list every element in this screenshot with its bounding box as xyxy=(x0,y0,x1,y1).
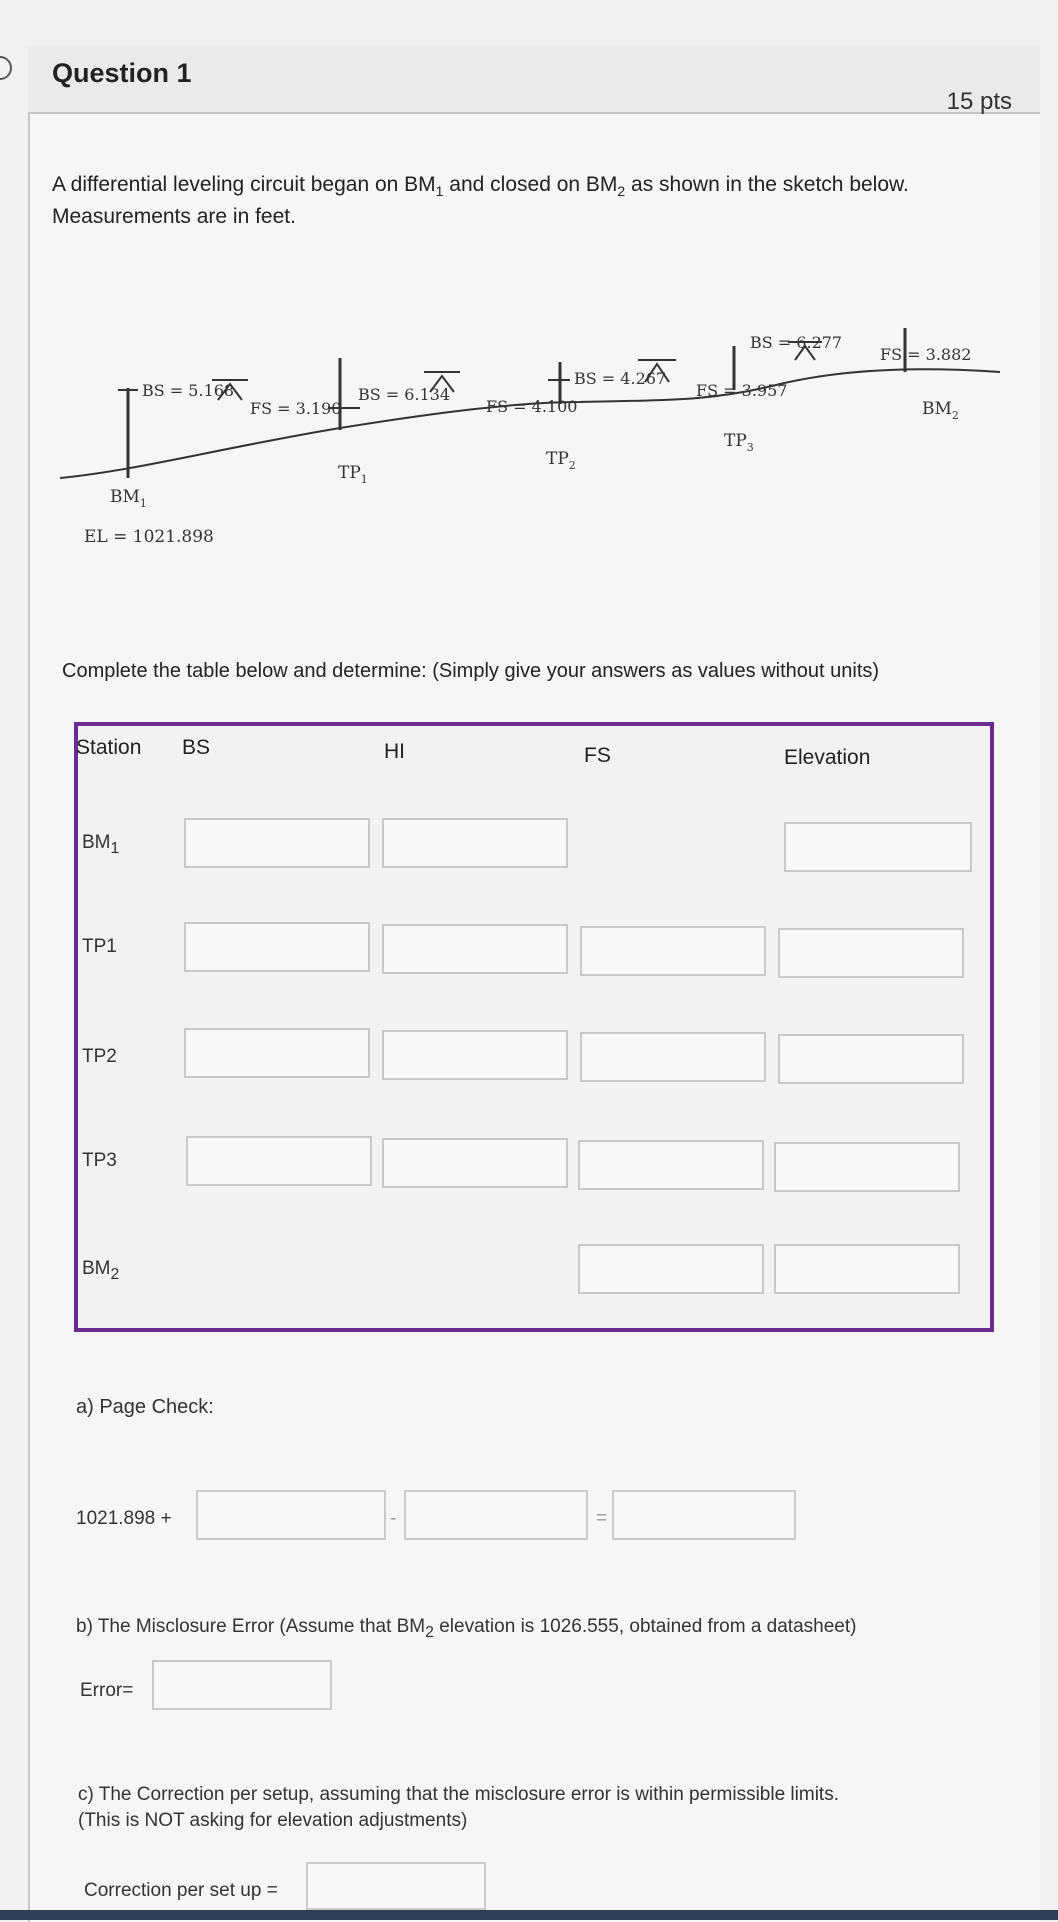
header-bs: BS xyxy=(182,736,211,759)
prompt-line-1: A differential leveling circuit began on $BM_1$ and closed on $BM_2$ as shown in the sketch below. xyxy=(52,173,909,200)
page-check-equals: = xyxy=(596,1508,608,1529)
page-check-minus: - xyxy=(390,1508,397,1529)
reading-bs3: BS = 4.267 xyxy=(574,369,667,388)
tp2-hi-input[interactable] xyxy=(382,1030,568,1080)
correction-field-label: Correction per set up = xyxy=(84,1880,278,1901)
header-elevation: Elevation xyxy=(784,746,871,769)
bm1-elevation-input[interactable] xyxy=(784,822,972,872)
question-points: 15 pts xyxy=(946,88,1012,115)
tp3-fs-input[interactable] xyxy=(578,1140,764,1190)
row-label-tp2: TP2 xyxy=(82,1046,117,1067)
header-hi: HI xyxy=(384,740,405,763)
bm1-hi-input[interactable] xyxy=(382,818,568,868)
tp3-bs-input[interactable] xyxy=(186,1136,372,1186)
page-check-sum-fs-input[interactable] xyxy=(404,1490,588,1540)
reading-fs2: FS = 4.100 xyxy=(486,397,578,416)
reading-bs2: BS = 6.134 xyxy=(358,385,451,404)
leveling-sketch xyxy=(60,320,1020,560)
tp3-hi-input[interactable] xyxy=(382,1138,568,1188)
row-label-bm2: $BM_2$ xyxy=(82,1258,120,1283)
label-tp2: $TP_2$ xyxy=(546,449,576,472)
rod-tp1 xyxy=(328,358,360,430)
tp2-fs-input[interactable] xyxy=(580,1032,766,1082)
tp1-bs-input[interactable] xyxy=(184,922,370,972)
leveling-table xyxy=(74,722,994,1332)
bm2-elevation-input[interactable] xyxy=(774,1244,960,1294)
page-check-sum-bs-input[interactable] xyxy=(196,1490,386,1540)
correction-input[interactable] xyxy=(306,1862,486,1910)
tp2-elevation-input[interactable] xyxy=(778,1034,964,1084)
reading-bs4: BS = 6.277 xyxy=(750,333,843,352)
label-bm1: $BM_1$ xyxy=(110,487,147,510)
row-label-tp3: TP3 xyxy=(82,1150,117,1171)
question-title: Question 1 xyxy=(52,58,192,88)
row-label-tp1: TP1 xyxy=(82,936,117,957)
error-input[interactable] xyxy=(152,1660,332,1710)
header-fs: FS xyxy=(584,744,611,767)
correction-line-2: (This is NOT asking for elevation adjustments) xyxy=(78,1810,468,1831)
reading-fs1: FS = 3.190 xyxy=(250,399,342,418)
bm2-fs-input[interactable] xyxy=(578,1244,764,1294)
label-bm2: $BM_2$ xyxy=(922,399,959,422)
bm1-bs-input[interactable] xyxy=(184,818,370,868)
tp1-elevation-input[interactable] xyxy=(778,928,964,978)
header-station: Station xyxy=(76,736,142,759)
tp1-fs-input[interactable] xyxy=(580,926,766,976)
bottom-bar xyxy=(0,1910,1058,1920)
correction-line-1: c) The Correction per setup, assuming that the misclosure error is within permissible limits. xyxy=(78,1784,839,1805)
reading-fs3: FS = 3.957 xyxy=(696,381,788,400)
reading-bs1: BS = 5.168 xyxy=(142,381,235,400)
tp1-hi-input[interactable] xyxy=(382,924,568,974)
tp3-elevation-input[interactable] xyxy=(774,1142,960,1192)
page-check-start: 1021.898 + xyxy=(76,1508,172,1529)
page-check-result-input[interactable] xyxy=(612,1490,796,1540)
label-tp3: $TP_3$ xyxy=(724,431,754,454)
page-check-label: a) Page Check: xyxy=(76,1396,214,1418)
flag-icon[interactable] xyxy=(0,56,12,80)
error-label: Error= xyxy=(80,1680,134,1701)
reading-fs4: FS = 3.882 xyxy=(880,345,972,364)
row-label-bm1: $BM_1$ xyxy=(82,832,120,857)
label-el: EL = 1021.898 xyxy=(84,527,214,547)
tp2-bs-input[interactable] xyxy=(184,1028,370,1078)
prompt-line-2: Measurements are in feet. xyxy=(52,205,296,228)
instruction-text: Complete the table below and determine: (Simply give your answers as values without units) xyxy=(62,660,880,682)
label-tp1: $TP_1$ xyxy=(338,463,368,486)
rod-bm1 xyxy=(118,388,138,478)
misclosure-label: b) The Misclosure Error (Assume that $BM_2$ elevation is 1026.555, obtained from a datasheet) xyxy=(76,1616,857,1641)
